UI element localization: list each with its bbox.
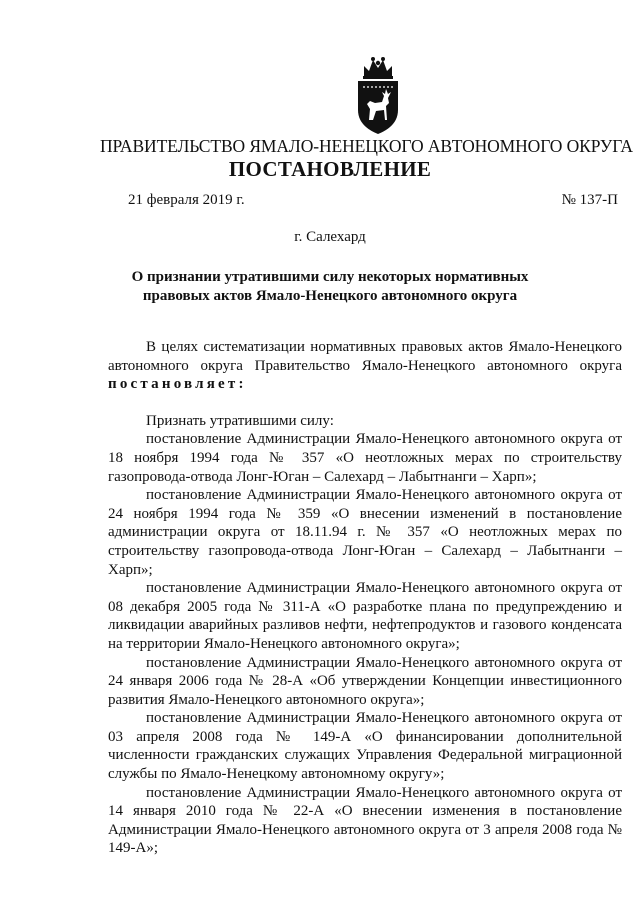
document-city: г. Салехард [294, 229, 366, 245]
list-item: постановление Администрации Ямало-Ненецкого автономного округа от 08 декабря 2005 года № 311-А «О разработке плана по предупреждению и ликвидации аварийных разливов нефти, нефтепродуктов и газового конденсата на территории Ямало-Ненецкого автономного округа»; [108, 580, 622, 652]
yamal-nenets-coat-of-arms-icon [355, 54, 401, 136]
document-type: ПОСТАНОВЛЕНИЕ [228, 157, 432, 181]
intro-paragraph [108, 338, 622, 394]
document-title [120, 268, 540, 306]
list-item: постановление Администрации Ямало-Ненецкого автономного округа от 24 января 2006 года № 28-А «Об утверждении Концепции инвестиционного развития Ямало-Ненецкого автономного округа»; [108, 654, 622, 708]
document-body [108, 338, 622, 858]
decree-word: постановляет: [108, 376, 247, 393]
intro-text: В целях систематизации нормативных правовых актов Ямало-Ненецкого автономного округа Правительство Ямало-Ненецкого автономного округа [108, 339, 622, 374]
organization-name: ПРАВИТЕЛЬСТВО ЯМАЛО-НЕНЕЦКОГО АВТОНОМНОГО ОКРУГА [100, 136, 633, 156]
document-date: 21 февраля 2019 г. [128, 192, 245, 208]
lead-paragraph: Признать утратившими силу: [146, 412, 334, 429]
document-title-line: О признании утратившими силу некоторых нормативных [131, 269, 529, 285]
list-item: постановление Администрации Ямало-Ненецкого автономного округа от 03 апреля 2008 года № 149-А «О финансировании дополнительной численности гражданских служащих Управления Федеральной миграционной службы по Ямало-Ненецкому автономному округу»; [108, 710, 622, 783]
list-item: постановление Администрации Ямало-Ненецкого автономного округа от 18 ноября 1994 года № 357 «О неотложных мерах по строительству газопровода-отвода Лонг-Юган – Салехард – Лабытнанги – Харп»; [108, 431, 622, 485]
list-item: постановление Администрации Ямало-Ненецкого автономного округа от 24 ноября 1994 года № 359 «О внесении изменений в постановление администрации округа от 18.11.94 г. № 357 «О неотложных мерах по строительству газопровода-отвода Лонг-Юган – Салехард – Лабытнанги – Харп»; [108, 487, 622, 578]
list-item: постановление Администрации Ямало-Ненецкого автономного округа от 14 января 2010 года № 22-А «О внесении изменения в постановление Администрации Ямало-Ненецкого автономного округа от 3 апреля 2008 года № 149-А»; [108, 784, 622, 857]
document-title-line: правовых актов Ямало-Ненецкого автономного округа [142, 288, 518, 304]
document-number: № 137-П [561, 192, 618, 208]
